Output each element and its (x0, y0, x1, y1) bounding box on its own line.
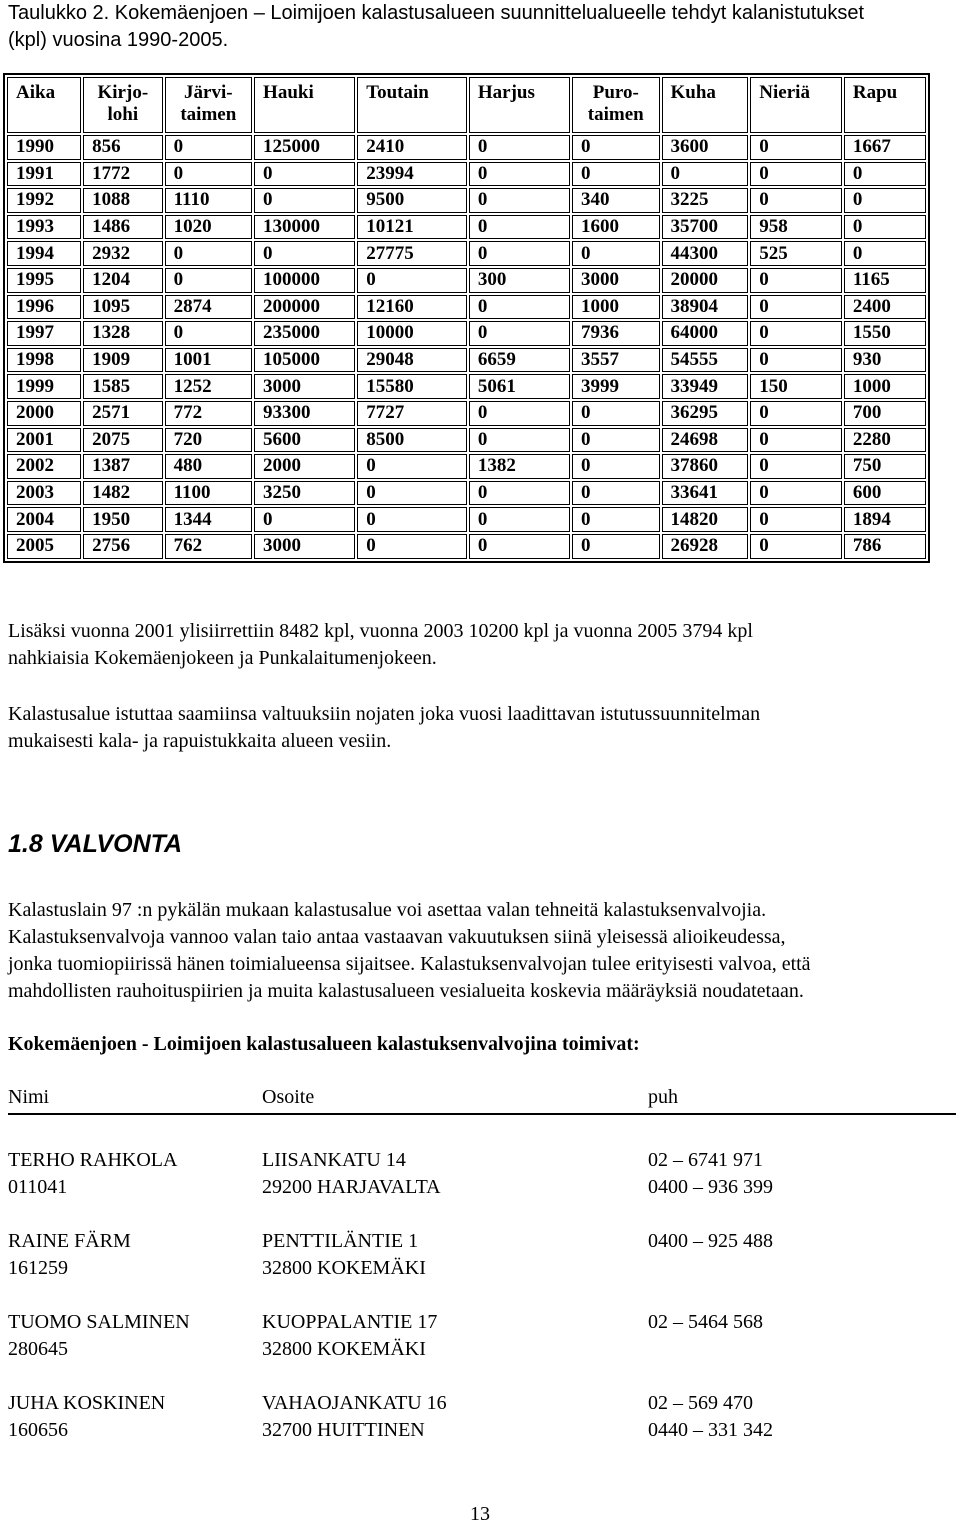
table-cell: 150 (750, 374, 842, 399)
table-row (7, 481, 926, 506)
column-header-line: Toutain (366, 82, 429, 103)
contacts-header-address: Osoite (262, 1086, 315, 1108)
table-cell: 0 (165, 241, 252, 266)
contacts-header-phone: puh (648, 1086, 678, 1108)
caption-line-2: (kpl) vuosina 1990-2005. (8, 29, 229, 51)
table-cell: 2003 (7, 481, 81, 506)
contact-city: 32800 KOKEMÄKI (262, 1338, 426, 1360)
supervisors-subheading: Kokemäenjoen - Loimijoen kalastusalueen kalastuksenvalvojina toimivat: (8, 1033, 640, 1055)
column-header-line: Aika (16, 82, 56, 103)
table-cell: 12160 (357, 295, 467, 320)
table-column-header (469, 77, 570, 133)
table-cell: 1600 (572, 215, 659, 240)
table-cell: 0 (572, 507, 659, 532)
table-cell: 10000 (357, 321, 467, 346)
contact-id: 280645 (8, 1338, 68, 1360)
table-cell: 35700 (662, 215, 749, 240)
table-cell: 9500 (357, 188, 467, 213)
table-cell: 3600 (662, 135, 749, 160)
table-row (7, 374, 926, 399)
table-cell: 24698 (662, 428, 749, 453)
table-column-header (572, 77, 659, 133)
table-cell: 0 (572, 454, 659, 479)
table-cell: 1020 (165, 215, 252, 240)
table-cell: 20000 (662, 268, 749, 293)
table-cell: 340 (572, 188, 659, 213)
contact-name: TUOMO SALMINEN (8, 1311, 190, 1333)
contact-phone: 02 – 5464 568 (648, 1311, 763, 1333)
contact-phone: 02 – 569 470 (648, 1392, 753, 1414)
table-cell: 26928 (662, 534, 749, 559)
table-cell: 0 (750, 188, 842, 213)
paragraph-line: jonka tuomiopiirissä hänen toimialueensa sijaitsee. Kalastuksenvalvojan tulee erityisesti valvoa, että (8, 953, 811, 975)
table-column-header (165, 77, 252, 133)
table-cell: 0 (165, 321, 252, 346)
table-cell: 930 (844, 348, 926, 373)
table-cell: 0 (469, 321, 570, 346)
paragraph-line: Kalastusalue istuttaa saamiinsa valtuuksiin nojaten joka vuosi laadittavan istutussuunnitelman (8, 703, 761, 725)
table-cell: 1992 (7, 188, 81, 213)
table-cell: 1482 (83, 481, 162, 506)
table-cell: 15580 (357, 374, 467, 399)
table-cell: 1000 (844, 374, 926, 399)
table-cell: 3999 (572, 374, 659, 399)
table-row (7, 321, 926, 346)
table-cell: 0 (844, 162, 926, 187)
table-cell: 5600 (254, 428, 355, 453)
table-cell: 0 (750, 162, 842, 187)
contact-entry (8, 1147, 956, 1201)
table-cell: 14820 (662, 507, 749, 532)
table-cell: 1344 (165, 507, 252, 532)
table-row (7, 241, 926, 266)
contacts-header (8, 1086, 956, 1115)
table-cell: 130000 (254, 215, 355, 240)
table-row (7, 268, 926, 293)
table-cell: 0 (254, 507, 355, 532)
table-cell: 1997 (7, 321, 81, 346)
contact-id: 160656 (8, 1419, 68, 1441)
table-cell: 0 (844, 241, 926, 266)
section-heading: 1.8 VALVONTA (8, 830, 183, 858)
contact-name: JUHA KOSKINEN (8, 1392, 166, 1414)
table-cell: 1990 (7, 135, 81, 160)
table-cell: 2005 (7, 534, 81, 559)
table-cell: 54555 (662, 348, 749, 373)
table-cell: 10121 (357, 215, 467, 240)
table-cell: 1328 (83, 321, 162, 346)
table-row (7, 135, 926, 160)
table-cell: 1994 (7, 241, 81, 266)
paragraph-line: mukaisesti kala- ja rapuistukkaita alueen vesiin. (8, 730, 392, 752)
contact-phone: 0400 – 925 488 (648, 1230, 773, 1252)
table-column-header (662, 77, 749, 133)
table-cell: 0 (572, 135, 659, 160)
table-cell: 1894 (844, 507, 926, 532)
table-cell: 0 (357, 268, 467, 293)
table-cell: 300 (469, 268, 570, 293)
table-column-header (254, 77, 355, 133)
table-cell: 0 (469, 188, 570, 213)
table-cell: 0 (572, 534, 659, 559)
table-cell: 786 (844, 534, 926, 559)
table-cell: 0 (469, 428, 570, 453)
table-cell: 0 (750, 534, 842, 559)
table-cell: 0 (750, 268, 842, 293)
column-header-line: Hauki (263, 82, 314, 103)
table-cell: 2000 (254, 454, 355, 479)
caption-line-1: Taulukko 2. Kokemäenjoen – Loimijoen kalastusalueen suunnittelualueelle tehdyt kalanistutukset (8, 2, 865, 24)
table-row (7, 348, 926, 373)
table-cell: 2000 (7, 401, 81, 426)
stocking-table (3, 73, 930, 563)
table-cell: 125000 (254, 135, 355, 160)
table-cell: 0 (469, 401, 570, 426)
table-cell: 0 (662, 162, 749, 187)
table-cell: 0 (750, 401, 842, 426)
contact-id: 011041 (8, 1176, 68, 1198)
table-cell: 3000 (254, 534, 355, 559)
contact-city: 29200 HARJAVALTA (262, 1176, 441, 1198)
contact-city: 32700 HUITTINEN (262, 1419, 425, 1441)
table-cell: 0 (750, 428, 842, 453)
table-cell: 37860 (662, 454, 749, 479)
table-cell: 0 (469, 215, 570, 240)
contact-phone: 02 – 6741 971 (648, 1149, 763, 1171)
table-cell: 0 (750, 295, 842, 320)
table-cell: 700 (844, 401, 926, 426)
table-cell: 0 (165, 268, 252, 293)
table-cell: 0 (469, 135, 570, 160)
table-cell: 8500 (357, 428, 467, 453)
table-cell: 525 (750, 241, 842, 266)
table-cell: 772 (165, 401, 252, 426)
table-cell: 2756 (83, 534, 162, 559)
table-row (7, 507, 926, 532)
column-header-line: Nieriä (759, 82, 810, 103)
paragraph-stocking-plan (8, 701, 953, 755)
table-cell: 720 (165, 428, 252, 453)
paragraph-line: Kalastuksenvalvoja vannoo valan taio antaa vastaavan vakuutuksen siinä yleisessä alioikeudessa, (8, 926, 786, 948)
table-cell: 3557 (572, 348, 659, 373)
table-cell: 33641 (662, 481, 749, 506)
table-cell: 2004 (7, 507, 81, 532)
table-row (7, 215, 926, 240)
table-cell: 29048 (357, 348, 467, 373)
page-number: 13 (470, 1503, 490, 1525)
table-cell: 0 (469, 295, 570, 320)
table-cell: 1486 (83, 215, 162, 240)
table-cell: 1998 (7, 348, 81, 373)
table-cell: 1999 (7, 374, 81, 399)
table-cell: 0 (254, 188, 355, 213)
table-cell: 0 (254, 162, 355, 187)
table-cell: 0 (750, 481, 842, 506)
table-cell: 1001 (165, 348, 252, 373)
table-cell: 1909 (83, 348, 162, 373)
table-cell: 1252 (165, 374, 252, 399)
table-row (7, 162, 926, 187)
table-column-header (83, 77, 162, 133)
paragraph-line: Lisäksi vuonna 2001 ylisiirrettiin 8482 kpl, vuonna 2003 10200 kpl ja vuonna 2005 3794 kpl (8, 620, 753, 642)
table-row (7, 534, 926, 559)
table-cell: 0 (844, 188, 926, 213)
paragraph-supervision (8, 897, 953, 1005)
table-cell: 1100 (165, 481, 252, 506)
table-cell: 1993 (7, 215, 81, 240)
table-row (7, 401, 926, 426)
table-cell: 64000 (662, 321, 749, 346)
table-cell: 1772 (83, 162, 162, 187)
table-cell: 0 (165, 162, 252, 187)
table-cell: 2001 (7, 428, 81, 453)
table-cell: 0 (357, 534, 467, 559)
table-cell: 7727 (357, 401, 467, 426)
table-cell: 1991 (7, 162, 81, 187)
table-column-header (750, 77, 842, 133)
table-header (7, 77, 926, 133)
table-cell: 2002 (7, 454, 81, 479)
table-cell: 0 (165, 135, 252, 160)
table-cell: 33949 (662, 374, 749, 399)
table-cell: 5061 (469, 374, 570, 399)
table-cell: 2874 (165, 295, 252, 320)
table-cell: 0 (469, 481, 570, 506)
paragraph-line: Kalastuslain 97 :n pykälän mukaan kalastusalue voi asettaa valan tehneitä kalastuksenvalvojia. (8, 899, 767, 921)
table-cell: 0 (844, 215, 926, 240)
table-row (7, 295, 926, 320)
table-cell: 0 (469, 241, 570, 266)
paragraph-lamprey (8, 618, 953, 672)
table-cell: 235000 (254, 321, 355, 346)
table-cell: 0 (750, 507, 842, 532)
table-cell: 0 (469, 507, 570, 532)
table-cell: 1996 (7, 295, 81, 320)
table-cell: 2410 (357, 135, 467, 160)
table-cell: 1585 (83, 374, 162, 399)
paragraph-line: nahkiaisia Kokemäenjokeen ja Punkalaitumenjokeen. (8, 647, 437, 669)
table-cell: 2571 (83, 401, 162, 426)
table-cell: 1382 (469, 454, 570, 479)
contact-entry (8, 1309, 956, 1363)
table-cell: 23994 (357, 162, 467, 187)
table-cell: 27775 (357, 241, 467, 266)
table-cell: 0 (572, 162, 659, 187)
table-cell: 0 (572, 401, 659, 426)
table-row (7, 188, 926, 213)
paragraph-line: mahdollisten rauhoituspiirien ja muita kalastusalueen vesialueita koskevia määräyksiä noudatetaan. (8, 980, 804, 1002)
table-cell: 0 (572, 428, 659, 453)
table-cell: 1088 (83, 188, 162, 213)
table-cell: 1204 (83, 268, 162, 293)
table-cell: 0 (254, 241, 355, 266)
contact-street: PENTTILÄNTIE 1 (262, 1230, 419, 1252)
column-header-line: Puro- (592, 82, 639, 103)
column-header-line: Rapu (852, 82, 898, 103)
table-cell: 0 (750, 321, 842, 346)
table-cell: 856 (83, 135, 162, 160)
contact-city: 32800 KOKEMÄKI (262, 1257, 426, 1279)
contact-entry (8, 1228, 956, 1282)
column-header-line: Järvi- (184, 82, 233, 103)
column-header-line: Kuha (670, 82, 716, 103)
table-cell: 7936 (572, 321, 659, 346)
contacts-header-name: Nimi (8, 1086, 50, 1108)
table-column-header (357, 77, 467, 133)
table-cell: 1110 (165, 188, 252, 213)
table-cell: 100000 (254, 268, 355, 293)
contact-name: TERHO RAHKOLA (8, 1149, 178, 1171)
table-cell: 0 (572, 241, 659, 266)
table-column-header (7, 77, 81, 133)
table-caption (8, 0, 953, 54)
table-cell: 200000 (254, 295, 355, 320)
table-cell: 36295 (662, 401, 749, 426)
column-header-line: Harjus (477, 82, 535, 103)
table-cell: 38904 (662, 295, 749, 320)
table-row (7, 454, 926, 479)
contact-street: VAHAOJANKATU 16 (262, 1392, 447, 1414)
table-cell: 480 (165, 454, 252, 479)
table-cell: 0 (750, 348, 842, 373)
table-cell: 1165 (844, 268, 926, 293)
table-cell: 2400 (844, 295, 926, 320)
table-cell: 958 (750, 215, 842, 240)
table-cell: 1000 (572, 295, 659, 320)
contact-id: 161259 (8, 1257, 68, 1279)
table-cell: 1095 (83, 295, 162, 320)
table-cell: 3000 (572, 268, 659, 293)
table-cell: 0 (357, 454, 467, 479)
table-cell: 762 (165, 534, 252, 559)
contact-name: RAINE FÄRM (8, 1230, 131, 1252)
table-cell: 1995 (7, 268, 81, 293)
table-row (7, 428, 926, 453)
table-cell: 1387 (83, 454, 162, 479)
table-cell: 3225 (662, 188, 749, 213)
table-cell: 2932 (83, 241, 162, 266)
table-cell: 0 (469, 534, 570, 559)
table-body (7, 135, 926, 559)
table-cell: 3250 (254, 481, 355, 506)
table-cell: 0 (750, 135, 842, 160)
table-cell: 0 (469, 162, 570, 187)
table-cell: 600 (844, 481, 926, 506)
table-cell: 105000 (254, 348, 355, 373)
table-cell: 750 (844, 454, 926, 479)
column-header-line: lohi (107, 104, 139, 125)
contact-entry (8, 1390, 956, 1444)
table-cell: 0 (357, 481, 467, 506)
table-cell: 1550 (844, 321, 926, 346)
table-column-header (844, 77, 926, 133)
column-header-line: Kirjo- (97, 82, 149, 103)
table-cell: 0 (572, 481, 659, 506)
table-cell: 1950 (83, 507, 162, 532)
table-cell: 1667 (844, 135, 926, 160)
table-cell: 6659 (469, 348, 570, 373)
table-cell: 3000 (254, 374, 355, 399)
contact-phone-secondary: 0400 – 936 399 (648, 1176, 773, 1198)
table-header-row (7, 77, 926, 133)
contact-phone-secondary: 0440 – 331 342 (648, 1419, 773, 1441)
table-cell: 0 (357, 507, 467, 532)
table-cell: 2280 (844, 428, 926, 453)
table-cell: 44300 (662, 241, 749, 266)
table-cell: 2075 (83, 428, 162, 453)
contact-street: KUOPPALANTIE 17 (262, 1311, 438, 1333)
column-header-line: taimen (587, 104, 644, 125)
table-cell: 93300 (254, 401, 355, 426)
contact-street: LIISANKATU 14 (262, 1149, 406, 1171)
column-header-line: taimen (180, 104, 237, 125)
table-cell: 0 (750, 454, 842, 479)
